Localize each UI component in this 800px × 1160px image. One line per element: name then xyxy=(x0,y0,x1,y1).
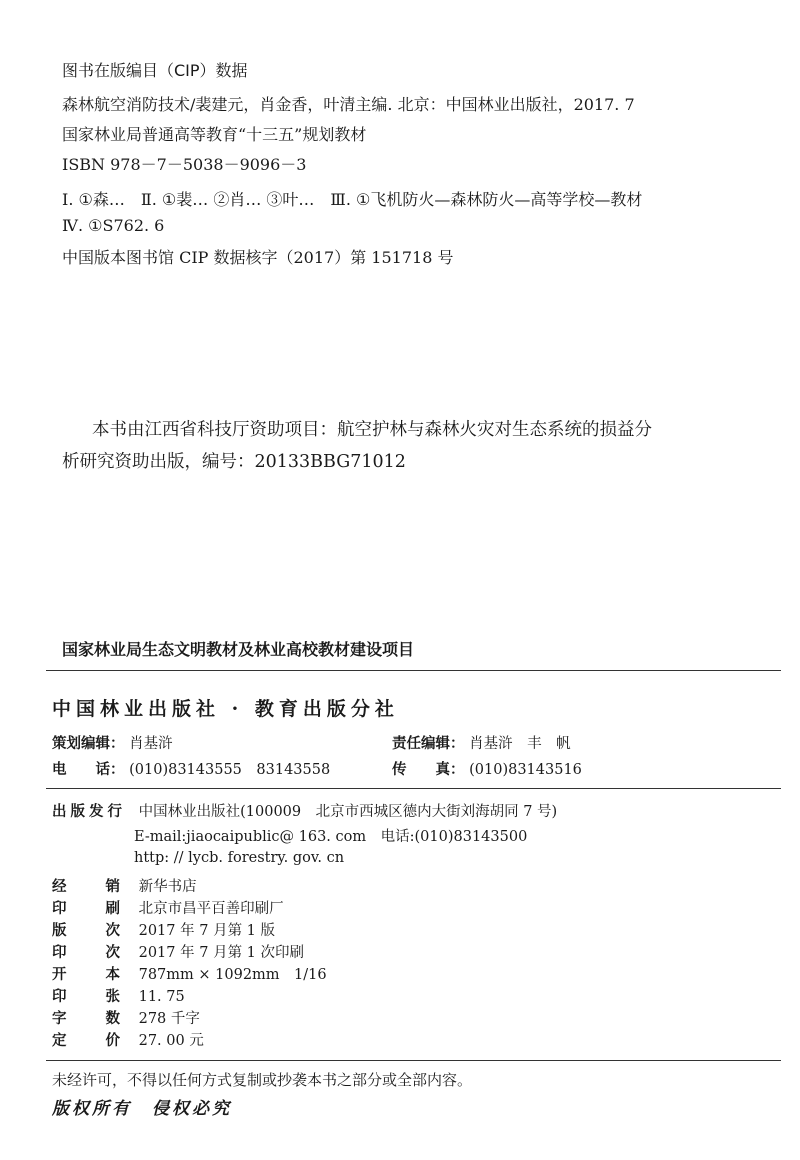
rights-reserved: 版权所有 侵权必究 xyxy=(52,1099,232,1119)
detail-value: 11. 75 xyxy=(138,989,185,1005)
distribution-email-phone: E-mail:jiaocaipublic@ 163. com 电话:(010)83143500 xyxy=(134,829,528,845)
phone-value: (010)83143555 83143558 xyxy=(129,762,331,778)
responsible-editor-row xyxy=(392,732,571,753)
divider-bottom xyxy=(46,1060,781,1061)
cip-line-classification: Ⅰ. ①森… Ⅱ. ①裴… ②肖… ③叶… Ⅲ. ①飞机防火—森林防火—高等学校—教材 xyxy=(62,190,643,209)
phone-label: 电 话： xyxy=(52,762,125,778)
distribution-row xyxy=(52,800,557,821)
detail-value: 278 千字 xyxy=(138,1011,200,1027)
detail-label: 印 刷 xyxy=(52,901,120,917)
cip-line-clc: Ⅳ. ①S762. 6 xyxy=(62,216,165,235)
fax-row xyxy=(392,758,582,779)
detail-label: 定 价 xyxy=(52,1033,120,1049)
detail-value: 787mm × 1092mm 1/16 xyxy=(138,967,327,983)
detail-value: 2017 年 7 月第 1 版 xyxy=(138,923,276,939)
detail-row xyxy=(52,897,284,918)
cip-line-title-authors: 森林航空消防技术/裴建元，肖金香，叶清主编. 北京：中国林业出版社，2017. 7 xyxy=(62,95,635,114)
fax-label: 传 真： xyxy=(392,762,465,778)
detail-row xyxy=(52,1029,204,1050)
responsible-editor-label: 责任编辑： xyxy=(392,736,465,752)
copyright-notice: 未经许可，不得以任何方式复制或抄袭本书之部分或全部内容。 xyxy=(52,1071,473,1089)
detail-label: 印 次 xyxy=(52,945,120,961)
phone-row xyxy=(52,758,330,779)
detail-label: 字 数 xyxy=(52,1011,120,1027)
cip-title: 图书在版编目（CIP）数据 xyxy=(62,61,248,80)
detail-row xyxy=(52,1007,200,1028)
detail-row xyxy=(52,875,197,896)
distribution-label: 出版发行 xyxy=(52,804,122,820)
planning-editor-row xyxy=(52,732,173,753)
detail-label: 开 本 xyxy=(52,967,120,983)
divider-middle xyxy=(46,788,781,789)
detail-row xyxy=(52,941,304,962)
funding-statement xyxy=(62,414,792,478)
fax-value: (010)83143516 xyxy=(469,762,582,778)
project-title: 国家林业局生态文明教材及林业高校教材建设项目 xyxy=(62,640,415,659)
planning-editor-value: 肖基浒 xyxy=(129,736,173,752)
distribution-address: 中国林业出版社(100009 北京市西城区德内大街刘海胡同 7 号) xyxy=(138,804,558,820)
publisher-name: 中国林业出版社 · 教育出版分社 xyxy=(52,698,399,720)
funding-line-2: 析研究资助出版，编号：20133BBG71012 xyxy=(62,452,406,472)
planning-editor-label: 策划编辑： xyxy=(52,736,125,752)
detail-label: 版 次 xyxy=(52,923,120,939)
cip-line-isbn: ISBN 978－7－5038－9096－3 xyxy=(62,155,307,174)
detail-label: 印 张 xyxy=(52,989,120,1005)
detail-value: 新华书店 xyxy=(138,879,197,895)
detail-value: 27. 00 元 xyxy=(138,1033,204,1049)
detail-value: 北京市昌平百善印刷厂 xyxy=(138,901,284,917)
distribution-website-link[interactable]: http: // lycb. forestry. gov. cn xyxy=(134,850,345,866)
responsible-editor-value: 肖基浒 丰 帆 xyxy=(469,736,571,752)
divider-top xyxy=(46,670,781,671)
detail-row xyxy=(52,985,185,1006)
detail-row xyxy=(52,919,275,940)
cip-line-series: 国家林业局普通高等教育“十三五”规划教材 xyxy=(62,125,367,144)
funding-line-1: 本书由江西省科技厅资助项目：航空护林与森林火灾对生态系统的损益分 xyxy=(92,420,652,440)
detail-label: 经 销 xyxy=(52,879,120,895)
detail-value: 2017 年 7 月第 1 次印刷 xyxy=(138,945,305,961)
detail-row xyxy=(52,963,327,984)
cip-line-record-number: 中国版本图书馆 CIP 数据核字（2017）第 151718 号 xyxy=(62,248,454,267)
